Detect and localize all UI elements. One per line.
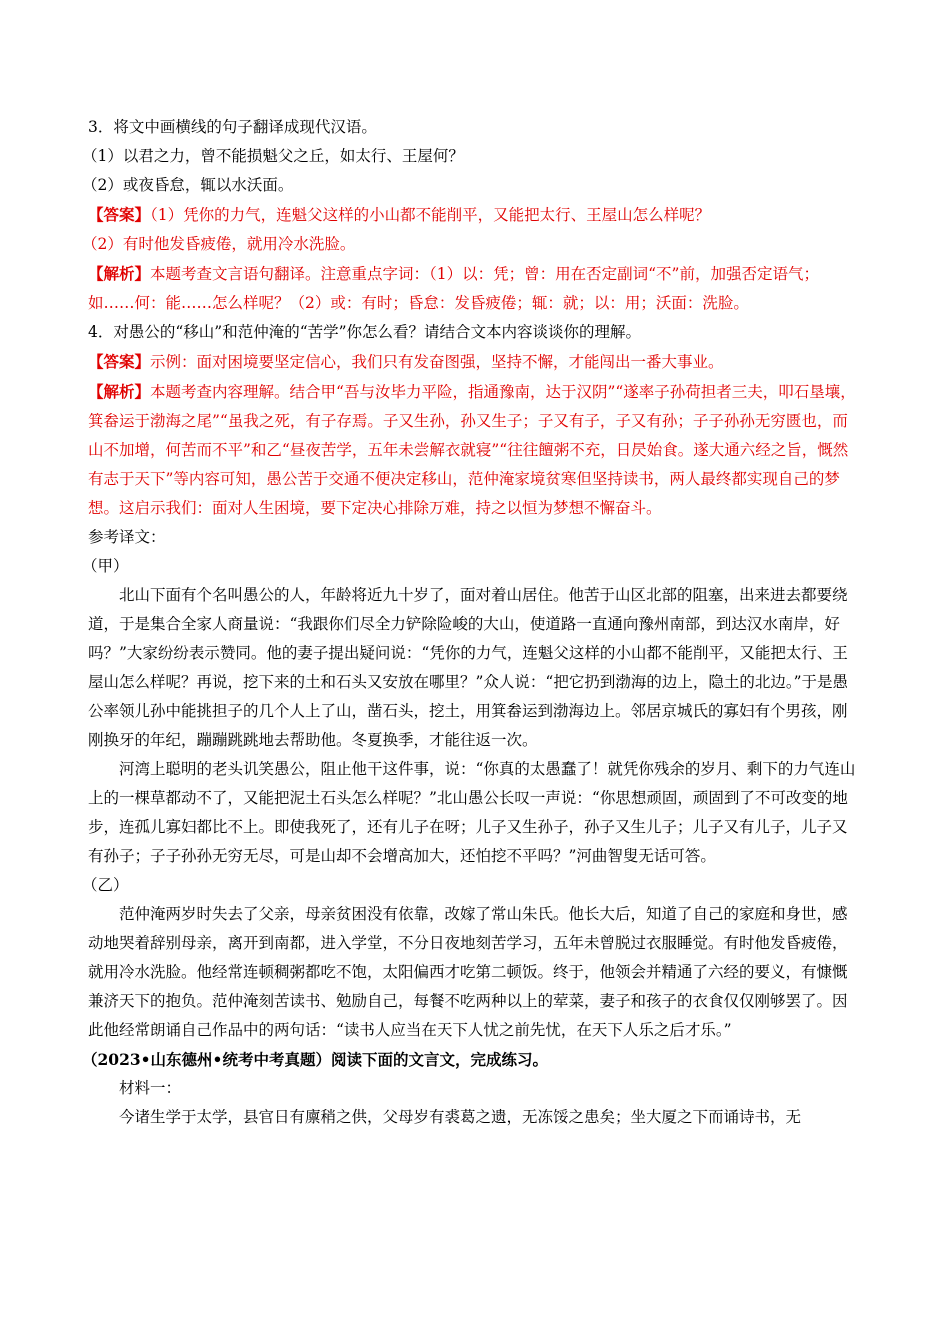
question-4-answer	[88, 347, 856, 377]
document-body	[82, 113, 856, 1132]
material-1-label: 材料一：	[119, 1079, 182, 1097]
analysis-tag: 【解析】	[88, 382, 151, 401]
translation-yi-paragraph-1: 范仲淹两岁时失去了父亲，母亲贫困没有依靠，改嫁了常山朱氏。他长大后，知道了自己的家庭和身世，感动地哭着辞别母亲，离开到南都，进入学堂，不分日夜地刻苦学习，五年未曾脱过衣服睡觉。有时他发昏疲倦，就用冷水洗脸。他经常连顿稠粥都吃不饱，太阳偏西才吃第二顿饭。终于，他领会并精通了六经的要义，有慷慨兼济天下的抱负。范仲淹刻苦读书、勉励自己，每餐不吃两种以上的荤菜，妻子和孩子的衣食仅仅刚够罢了。因此他经常朗诵自己作品中的两句话：“读书人应当在天下人忧之前先忧，在天下人乐之后才乐。”	[88, 905, 848, 1039]
translation-yi-label: （乙）	[82, 876, 129, 894]
answer-text: 示例：面对困境要坚定信心，我们只有发奋图强，坚持不懈，才能闯出一番大事业。	[150, 353, 724, 371]
question-3-analysis	[88, 259, 856, 318]
question-3-item-1: （1）以君之力，曾不能损魁父之丘，如太行、王屋何？	[82, 147, 464, 165]
translation-jia-paragraph-1: 北山下面有个名叫愚公的人，年龄将近九十岁了，面对着山居住。他苦于山区北部的阻塞，出来进去都要绕道，于是集合全家人商量说：“我跟你们尽全力铲除险峻的大山，使道路一直通向豫州南部，到达汉水南岸，好吗？”大家纷纷表示赞同。他的妻子提出疑问说：“凭你的力气，连魁父这样的小山都不能削平，又能把太行、王屋山怎么样呢？再说，挖下来的土和石头又安放在哪里？”众人说：“把它扔到渤海的边上，隐土的北边。”于是愚公率领儿孙中能挑担子的几个人上了山，凿石头，挖土，用箕畚运到渤海边上。邻居京城氏的寡妇有个男孩，刚刚换牙的年纪，蹦蹦跳跳地去帮助他。冬夏换季，才能往返一次。	[88, 586, 849, 749]
translation-heading: 参考译文：	[88, 528, 166, 546]
translation-jia-paragraph-2: 河湾上聪明的老头讥笑愚公，阻止他干这件事，说：“你真的太愚蠢了！就凭你残余的岁月、剩下的力气连山上的一棵草都动不了，又能把泥土石头怎么样呢？”北山愚公长叹一声说：“你思想顽固，顽固到了不可改变的地步，连孤儿寡妇都比不上。即使我死了，还有儿子在呀；儿子又生孙子，孙子又生儿子；儿子又有儿子，儿子又有孙子；子子孙孙无穷无尽，可是山却不会增高加大，还怕挖不平吗？”河曲智叟无话可答。	[88, 760, 856, 865]
answer-tag: 【答案】	[88, 352, 151, 371]
question-4-stem: 4．对愚公的“移山”和范仲淹的“苦学”你怎么看？请结合文本内容谈谈你的理解。	[88, 323, 642, 341]
analysis-tag: 【解析】	[88, 264, 151, 283]
question-3-item-2: （2）或夜昏怠，辄以水沃面。	[82, 176, 294, 194]
question-3-stem: 3．将文中画横线的句子翻译成现代汉语。	[88, 118, 377, 136]
question-4-analysis	[88, 377, 856, 523]
answer-tag: 【答案】	[88, 205, 151, 224]
material-1-text: 今诸生学于太学，县官日有廪稍之供，父母岁有裘葛之遗，无冻馁之患矣；坐大厦之下而诵诗书，无	[119, 1108, 802, 1126]
analysis-text: 本题考查文言语句翻译。注意重点字词：（1）以：凭；曾：用在否定副词“不”前，加强否定语气；如……何：能……怎么样呢？（2）或：有时；昏怠：发昏疲倦；辄：就；以：用；沃面：洗脸。	[88, 265, 819, 312]
translation-jia-label: （甲）	[82, 557, 129, 575]
question-3-answer	[88, 200, 856, 230]
question-3-answer-2: （2）有时他发昏疲倦，就用冷水洗脸。	[82, 235, 356, 253]
answer-text: （1）凭你的力气，连魁父这样的小山都不能削平，又能把太行、王屋山怎么样呢？	[150, 206, 711, 224]
next-passage-source: （2023•山东德州•统考中考真题）阅读下面的文言文，完成练习。	[82, 1050, 548, 1069]
analysis-text: 本题考查内容理解。结合甲“吾与汝毕力平险，指通豫南，达于汉阴”“遂率子孙荷担者三夫，叩石垦壤，箕畚运于渤海之尾”“虽我之死，有子存焉。子又生孙，孙又生子；子又有子，子又有孙；子子孙孙无穷匮也，而山不加增，何苦而不平”和乙“昼夜苦学，五年未尝解衣就寝”“往往饘粥不充，日昃始食。遂大通六经之旨，慨然有志于天下”等内容可知，愚公苦于交通不便决定移山，范仲淹家境贫寒但坚持读书，两人最终都实现自己的梦想。这启示我们：面对人生困境，要下定决心排除万难，持之以恒为梦想不懈奋斗。	[88, 383, 856, 517]
